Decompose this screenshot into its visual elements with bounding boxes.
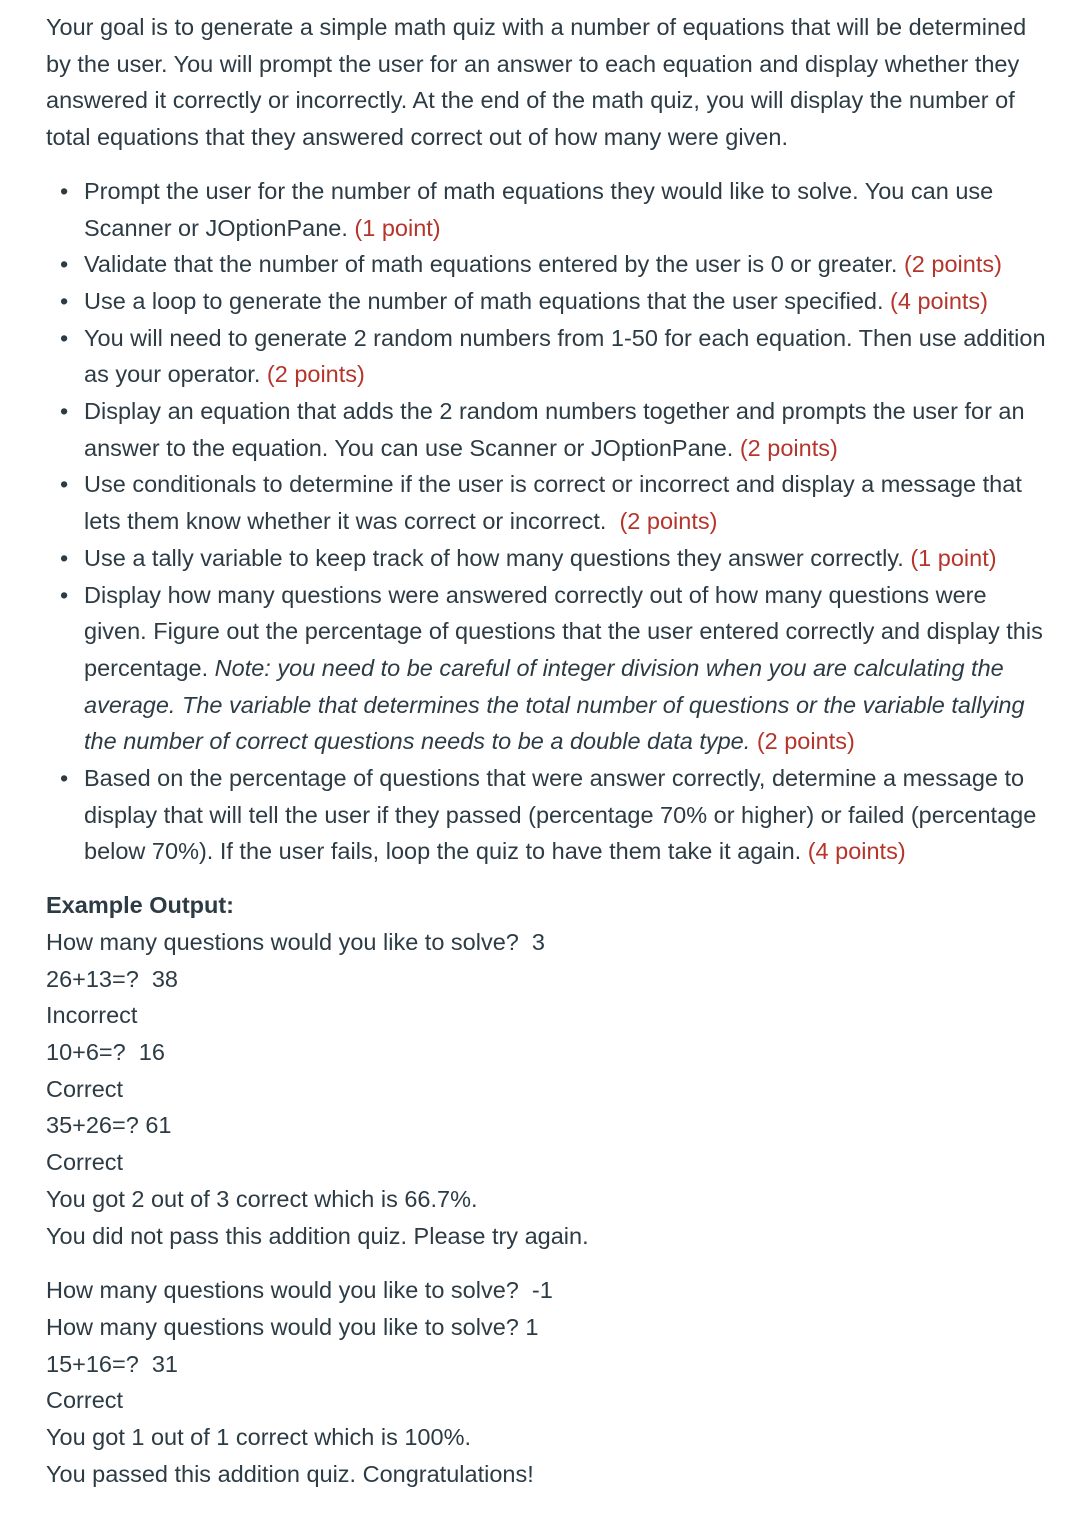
output-line: You did not pass this addition quiz. Please try again.: [46, 1222, 589, 1249]
output-line: 26+13=? 38: [46, 965, 178, 992]
output-line: Incorrect: [46, 1002, 138, 1029]
output-line: You got 1 out of 1 correct which is 100%.: [46, 1424, 471, 1451]
points-label: (4 points): [807, 838, 906, 865]
output-line: You got 2 out of 3 correct which is 66.7%.: [46, 1185, 478, 1212]
points-label: (2 points): [903, 251, 1002, 278]
points-label: (2 points): [756, 728, 855, 755]
list-item: [84, 577, 1052, 761]
output-line: 10+6=? 16: [46, 1038, 165, 1065]
list-item: [84, 246, 1052, 283]
points-label: (1 point): [910, 544, 997, 571]
requirements-list: [46, 173, 1052, 870]
output-line: How many questions would you like to solve? 3: [46, 928, 545, 955]
section-gap: [46, 1254, 1052, 1272]
output-line: 35+26=? 61: [46, 1112, 172, 1139]
output-line: Correct: [46, 1149, 124, 1176]
list-item: [84, 393, 1052, 466]
output-line: You passed this addition quiz. Congratulations!: [46, 1460, 534, 1487]
example-run-1: [46, 924, 1052, 1254]
points-label: (4 points): [890, 287, 989, 314]
requirement-text: Based on the percentage of questions that were answer correctly, determine a message to display that will tell the user if they passed (percentage 70% or higher) or failed (percentage below 70%). If the user fails, loop the quiz to have them take it again.: [84, 765, 1037, 865]
output-line: Correct: [46, 1387, 124, 1414]
requirement-text: You will need to generate 2 random numbers from 1-50 for each equation. Then use addition as your operator.: [84, 324, 1046, 388]
list-item: [84, 760, 1052, 870]
output-line: How many questions would you like to solve? -1: [46, 1277, 553, 1304]
example-run-2: [46, 1272, 1052, 1492]
list-item: [84, 283, 1052, 320]
requirement-text: Prompt the user for the number of math equations they would like to solve. You can use Scanner or JOptionPane.: [84, 177, 994, 241]
requirement-text: Display an equation that adds the 2 random numbers together and prompts the user for an answer to the equation. You can use Scanner or JOptionPane.: [84, 398, 1025, 461]
output-line: 15+16=? 31: [46, 1350, 178, 1377]
requirement-text: Display how many questions were answered correctly out of how many questions were given. Figure out the percentage of questions that the user entered correctly and display this percentage.: [84, 581, 1043, 681]
output-line: How many questions would you like to solve? 1: [46, 1313, 539, 1340]
requirement-text: Use conditionals to determine if the user is correct or incorrect and display a message that lets them know whether it was correct or incorrect.: [84, 471, 1022, 535]
intro-paragraph: Your goal is to generate a simple math quiz with a number of equations that will be determined by the user. You will prompt the user for an answer to each equation and display whether they answered it correctly or incorrectly. At the end of the math quiz, you will display the number of total equations that they answered correct out of how many were given.: [46, 14, 1027, 151]
output-line: Correct: [46, 1075, 124, 1102]
list-item: [84, 540, 1052, 577]
list-item: [84, 173, 1052, 246]
points-label: (2 points): [739, 434, 838, 461]
list-item: [84, 320, 1052, 393]
example-output-heading: Example Output:: [46, 892, 235, 919]
requirement-text: Use a loop to generate the number of math equations that the user specified.: [84, 287, 884, 314]
requirement-text: Validate that the number of math equations entered by the user is 0 or greater.: [84, 251, 898, 278]
points-label: (1 point): [354, 214, 441, 241]
requirement-text: Use a tally variable to keep track of how many questions they answer correctly.: [84, 544, 904, 571]
list-item: [84, 466, 1052, 539]
points-label: (2 points): [619, 508, 718, 535]
points-label: (2 points): [266, 361, 365, 388]
integer-division-note: Note: you need to be careful of integer division when you are calculating the average. The variable that determines the total number of questions or the variable tallying the number of correct questions needs to be a double data type.: [84, 654, 1025, 755]
